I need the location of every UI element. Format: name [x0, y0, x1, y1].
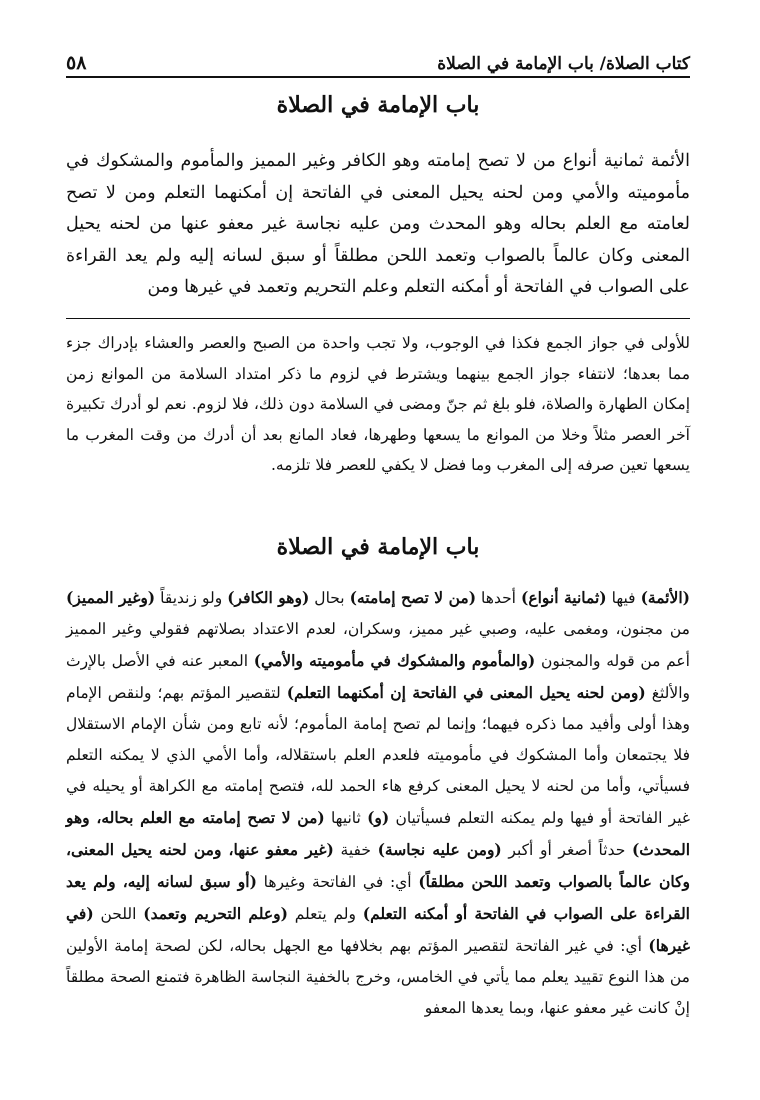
page-number: ٥٨: [66, 52, 87, 74]
header-rule: [66, 76, 690, 78]
matn-quote: (أو سبق لسانه إليه، ولم يعد القراءة على الصواب في الفاتحة أو أمكنه التعلم): [66, 872, 690, 923]
matn-quote: (ومن عليه نجاسة): [377, 840, 502, 859]
sharh-heading: باب الإمامة في الصلاة: [276, 534, 480, 560]
matn-quote: (والمأموم والمشكوك في مأموميته والأمي): [253, 651, 536, 670]
matn-quote: (وعلم التحريم وتعمد): [143, 904, 288, 923]
footnote-separator: [66, 318, 690, 319]
matn-quote: (في غيرها): [66, 904, 690, 955]
commentary-text: أحدها: [476, 589, 521, 607]
matn-quote: (وهو الكافر): [227, 588, 310, 607]
page-header: [66, 38, 690, 74]
commentary-text: ولو زنديقاً: [155, 589, 228, 607]
sharh-text: [66, 582, 690, 1024]
commentary-text: اللحن: [93, 905, 144, 923]
footnote-text: للأولى في جواز الجمع فكذا في الوجوب، ولا تجب واحدة من الصبح والعصر والعشاء بإدراك جزء مما بعدها؛ لانتفاء جواز الجمع بينهما ويشترط في لزوم ما ذكر امتداد السلامة من الموانع زمن إمكان الطهارة والصلاة، فلو بلغ ثم جنّ ومضى في السلامة دون ذلك، فلا لزوم. نعم لو أدرك تكبيرة آخر العصر مثلاً وخلا من الموانع ما يسعها وطهرها، فعاد المانع بعد أن أدرك من وقت المغرب ما يسعها تعين صرفه إلى المغرب وما فضل لا يكفي للعصر فلا تلزمه.: [66, 334, 690, 474]
commentary-text: بحال: [309, 589, 350, 607]
matn-quote: (من لا تصح إمامته مع العلم بحاله، وهو المحدث): [66, 808, 690, 859]
matn-quote: (وغير المميز): [66, 588, 156, 607]
commentary-text: أي: في الفاتحة وغيرها: [256, 873, 419, 891]
matn-quote: (ومن لحنه يحيل المعنى في الفاتحة إن أمكنهما التعلم): [286, 683, 646, 702]
matn-quote: (و): [367, 808, 390, 827]
commentary-text: لتقصير المؤتم بهم؛ ولنقص الإمام وهذا أولى وأفيد مما ذكره فيهما؛ وإنما لم تصح إمامة المأموم؛ لأنه تابع ومن شأن الإمام الاستقلال فلا يجتمعان وأما المشكوك في مأموميته فلعدم العلم باستقلاله، وأما الأمي الذي لا يمكنه التعلم فسيأتي، وأما من لحنه لا يحيل المعنى كرفع هاء الحمد لله، فتصح إمامته مع الكراهة أو يحيله في غير الفاتحة أو فيها ولم يمكنه التعلم فسيأتيان: [66, 684, 691, 827]
running-title: كتاب الصلاة/ باب الإمامة في الصلاة: [437, 54, 690, 74]
commentary-text: من مجنون، ومغمى عليه، وصبي غير مميز، وسكران، لعدم الاعتداد بصلاتهم فقولي وغير المميز أعم من قوله والمجنون: [66, 620, 690, 670]
commentary-text: المعبر عنه في الأصل بالإرث والألثغ: [66, 652, 691, 702]
commentary-text: أي: في غير الفاتحة لتقصير المؤتم بهم بخلافها مع الجهل بحاله، لكن لصحة إمامة الأولين من هذا النوع تقييد يعلم مما يأتي في الخامس، وخرج بالخفية النجاسة الظاهرة فتمنع الصحة مطلقاً إنْ كانت غير معفو عنها، وبما يعدها المعفو: [66, 937, 690, 1017]
matn-heading: باب الإمامة في الصلاة: [276, 92, 480, 118]
matn-quote: (غير معفو عنها، ومن لحنه يحيل المعنى، وكان عالماً بالصواب وتعمد اللحن مطلقاً): [66, 840, 690, 891]
commentary-text: خفية: [333, 841, 378, 859]
matn-quote: (ثمانية أنواع): [520, 588, 607, 607]
commentary-text: ولم يتعلم: [287, 905, 363, 923]
commentary-text: حدثاً أصغر أو أكبر: [501, 841, 632, 859]
matn-text: الأئمة ثمانية أنواع من لا تصح إمامته وهو الكافر وغير المميز والمأموم والمشكوك في مأموميته والأمي ومن لحنه يحيل المعنى في الفاتحة إن أمكنهما التعلم ومن لا تصح لعامته مع العلم بحاله وهو المحدث ومن عليه نجاسة غير معفو عنها من لحنه يحيل المعنى وكان عالماً بالصواب وتعمد اللحن مطلقاً أو سبق لسانه إليه ولم يعد القراءة على الصواب في الفاتحة أو أمكنه التعلم وعلم التحريم وتعمد في غيرها ومن: [66, 151, 690, 297]
matn-quote: (من لا تصح إمامته): [349, 588, 477, 607]
commentary-text: ثانيها: [324, 809, 368, 827]
matn-quote: (الأئمة): [640, 588, 690, 607]
commentary-text: فيها: [606, 589, 641, 607]
